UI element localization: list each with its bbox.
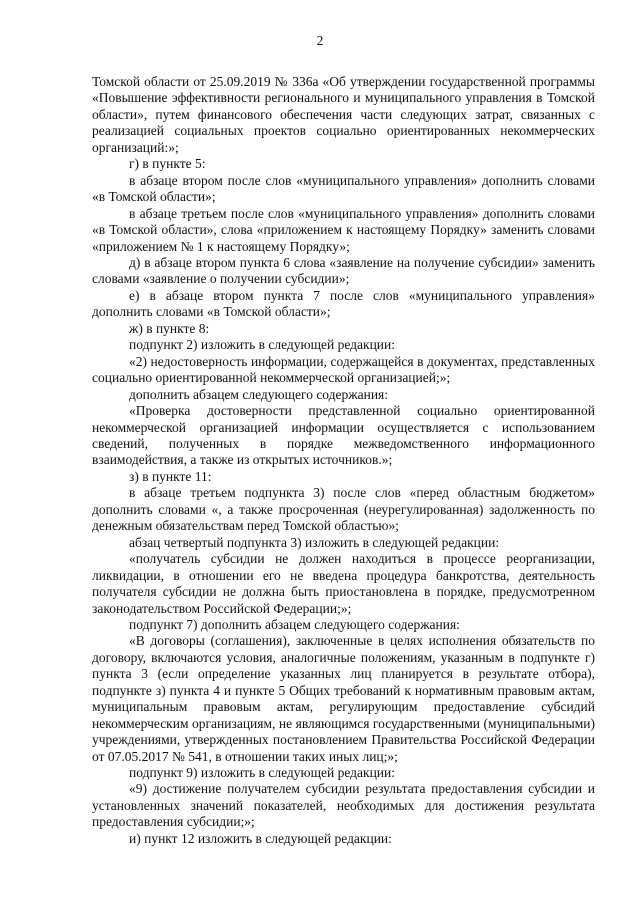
paragraph: Томской области от 25.09.2019 № 336а «Об утверждении государственной программы «Повышение эффективности регионального и муниципального управления в Томской области», путем финансового обеспечения части следующих затрат, связанных с реализацией социальных проектов социально ориентированных некоммерческих организаций:»; — [92, 74, 595, 155]
paragraph: з) в пункте 11: — [129, 468, 212, 484]
paragraph: д) в абзаце втором пункта 6 слова «заявление на получение субсидии» заменить словами «заявление о получении субсидии»; — [92, 254, 595, 287]
paragraph: «Проверка достоверности представленной социально ориентированной некоммерческой организацией информации осуществляется с использованием сведений, полученных в порядке межведомственного информационного взаимодействия, а также из открытых источников.»; — [92, 403, 595, 468]
paragraph: подпункт 2) изложить в следующей редакции: — [129, 337, 396, 353]
paragraph: в абзаце третьем подпункта 3) после слов «перед областным бюджетом» дополнить словами «, а также просроченная (неурегулированная) задолженность по денежным обязательствам перед Томской областью»; — [92, 485, 595, 534]
paragraph: «получатель субсидии не должен находиться в процессе реорганизации, ликвидации, в отношении его не введена процедура банкротства, деятельность получателя субсидии не должна быть приостановлена в порядке, предусмотренном законодательством Российской Федерации;»; — [92, 551, 595, 616]
paragraph: «9) достижение получателем субсидии результата предоставления субсидии и установленных значений показателей, необходимых для достижения результата предоставления субсидии;»; — [92, 781, 595, 830]
paragraph: абзац четвертый подпункта 3) изложить в следующей редакции: — [129, 534, 500, 550]
paragraph: г) в пункте 5: — [129, 156, 206, 172]
document-body — [92, 74, 595, 847]
paragraph: в абзаце втором после слов «муниципального управления» дополнить словами «в Томской области»; — [92, 172, 595, 205]
paragraph: дополнить абзацем следующего содержания: — [129, 386, 389, 402]
paragraph: «2) недостоверность информации, содержащейся в документах, представленных социально ориентированной некоммерческой организацией;»; — [92, 353, 595, 386]
paragraph: ж) в пункте 8: — [129, 320, 210, 336]
paragraph: е) в абзаце втором пункта 7 после слов «муниципального управления» дополнить словами «в Томской области»; — [92, 287, 595, 320]
paragraph: в абзаце третьем после слов «муниципального управления» дополнить словами «в Томской области», слова «приложением к настоящему Порядку» заменить словами «приложением № 1 к настоящему Порядку»; — [92, 205, 595, 254]
paragraph: «В договоры (соглашения), заключенные в целях исполнения обязательств по договору, включаются условия, аналогичные положениям, указанным в подпункте г) пункта 3 (если определение указанных лиц планируется в результате отбора), подпункте з) пункта 4 и пункте 5 Общих требований к нормативным правовым актам, муниципальным правовым актам, регулирующим предоставление субсидий некоммерческим организациям, не являющимся государственными (муниципальными) учреждениями, утвержденных постановлением Правительства Российской Федерации от 07.05.2017 № 541, в отношении таких иных лиц;»; — [92, 633, 595, 764]
page-number: 2 — [316, 33, 324, 48]
paragraph: подпункт 7) дополнить абзацем следующего содержания: — [129, 616, 460, 632]
paragraph: подпункт 9) изложить в следующей редакции: — [129, 765, 396, 781]
paragraph: и) пункт 12 изложить в следующей редакции: — [129, 830, 392, 846]
